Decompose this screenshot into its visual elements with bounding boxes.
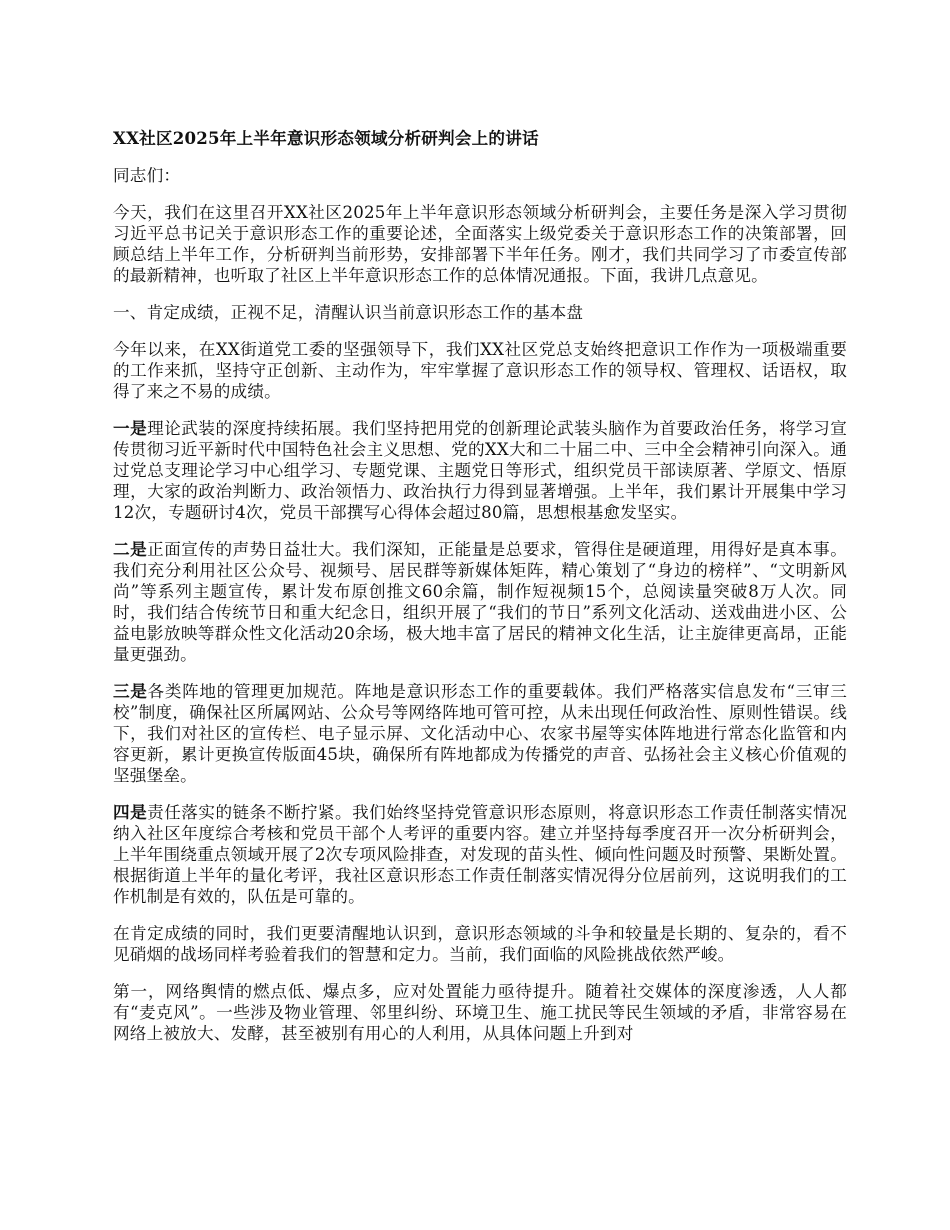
transition-paragraph: 在肯定成绩的同时，我们更要清醒地认识到，意识形态领域的斗争和较量是长期的、复杂的，看不见硝烟的战场同样考验着我们的智慧和定力。当前，我们面临的风险挑战依然严峻。 [113,924,847,964]
point-paragraph-4 [113,802,847,907]
point-paragraph-2 [113,539,847,665]
point-lead-label: 一是 [113,418,148,438]
point-lead-label: 四是 [113,802,148,822]
document-page [113,128,847,1060]
point-lead-label: 三是 [113,681,148,701]
section-1-intro-paragraph: 今年以来，在XX街道党工委的坚强领导下，我们XX社区党总支始终把意识工作作为一项极端重要的工作来抓，坚持守正创新、主动作为，牢牢掌握了意识形态工作的领导权、管理权、话语权，取得了来之不易的成绩。 [113,340,847,401]
point-paragraph-1 [113,418,847,523]
point-text: 正面宣传的声势日益壮大。我们深知，正能量是总要求，管得住是硬道理，用得好是真本事。我们充分利用社区公众号、视频号、居民群等新媒体矩阵，精心策划了“身边的榜样”、“文明新风尚”等系列主题宣传，累计发布原创推文60余篇，制作短视频15个，总阅读量突破8万人次。同时，我们结合传统节日和重大纪念日，组织开展了“我们的节日”系列文化活动、送戏曲进小区、公益电影放映等群众性文化活动20余场，极大地丰富了居民的精神文化生活，让主旋律更高昂，正能量更强劲。 [113,540,847,664]
risk-paragraph-1: 第一，网络舆情的燃点低、爆点多，应对处置能力亟待提升。随着社交媒体的深度渗透，人人都有“麦克风”。一些涉及物业管理、邻里纠纷、环境卫生、施工扰民等民生领域的矛盾，非常容易在网络上被放大、发酵，甚至被别有用心的人利用，从具体问题上升到对 [113,982,847,1043]
intro-paragraph: 今天，我们在这里召开XX社区2025年上半年意识形态领域分析研判会，主要任务是深入学习贯彻习近平总书记关于意识形态工作的重要论述，全面落实上级党委关于意识形态工作的决策部署，回顾总结上半年工作，分析研判当前形势，安排部署下半年任务。刚才，我们共同学习了市委宣传部的最新精神，也听取了社区上半年意识形态工作的总体情况通报。下面，我讲几点意见。 [113,203,847,285]
point-text: 责任落实的链条不断拧紧。我们始终坚持党管意识形态原则，将意识形态工作责任制落实情况纳入社区年度综合考核和党员干部个人考评的重要内容。建立并坚持每季度召开一次分析研判会，上半年围绕重点领域开展了2次专项风险排查，对发现的苗头性、倾向性问题及时预警、果断处置。根据街道上半年的量化考评，我社区意识形态工作责任制落实情况得分位居前列，这说明我们的工作机制是有效的，队伍是可靠的。 [113,803,847,906]
point-text: 理论武装的深度持续拓展。我们坚持把用党的创新理论武装头脑作为首要政治任务，将学习宣传贯彻习近平新时代中国特色社会主义思想、党的XX大和二十届二中、三中全会精神引向深入。通过党总支理论学习中心组学习、专题党课、主题党日等形式，组织党员干部读原著、学原文、悟原理，大家的政治判断力、政治领悟力、政治执行力得到显著增强。上半年，我们累计开展集中学习12次，专题研讨4次，党员干部撰写心得体会超过80篇，思想根基愈发坚实。 [113,419,847,522]
section-heading-1: 一、肯定成绩，正视不足，清醒认识当前意识形态工作的基本盘 [113,303,584,322]
point-text: 各类阵地的管理更加规范。阵地是意识形态工作的重要载体。我们严格落实信息发布“三审三校”制度，确保社区所属网站、公众号等网络阵地可管可控，从未出现任何政治性、原则性错误。线下，我们对社区的宣传栏、电子显示屏、文化活动中心、农家书屋等实体阵地进行常态化监管和内容更新，累计更换宣传版面45块，确保所有阵地都成为传播党的声音、弘扬社会主义核心价值观的坚强堡垒。 [113,682,847,785]
salutation: 同志们： [113,166,181,185]
document-title: XX社区2025年上半年意识形态领域分析研判会上的讲话 [113,128,539,148]
point-paragraph-3 [113,681,847,786]
point-lead-label: 二是 [113,539,148,559]
